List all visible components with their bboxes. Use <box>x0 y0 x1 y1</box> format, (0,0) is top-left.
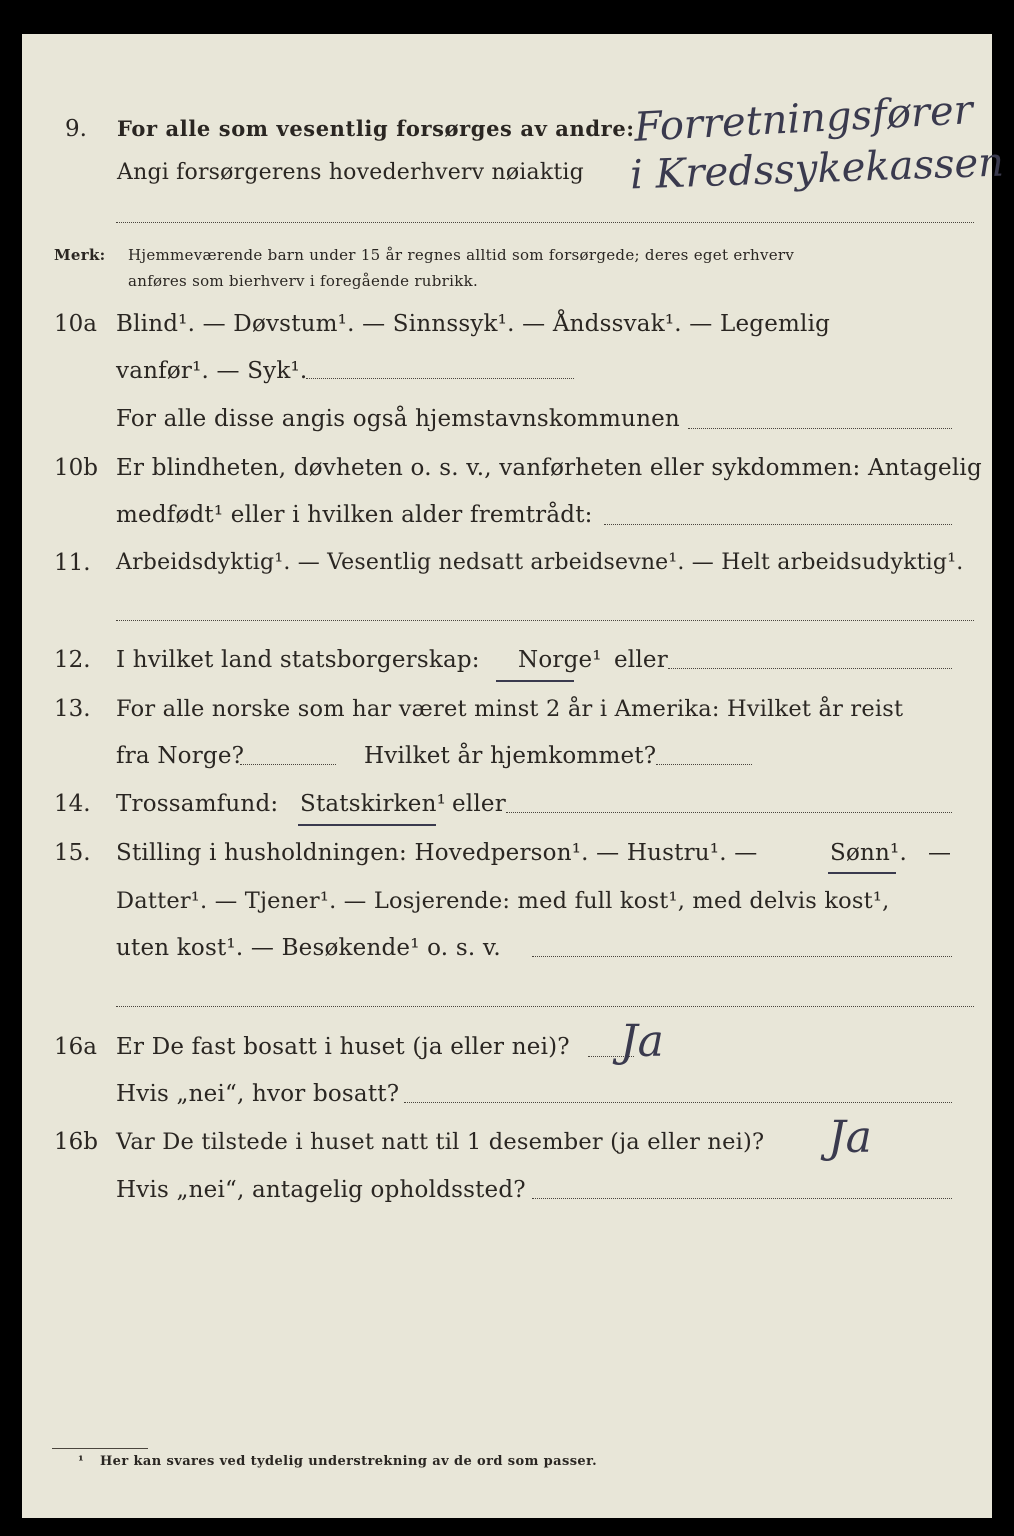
q15-blank[interactable] <box>532 956 952 957</box>
q15-sonn-underlined[interactable]: Sønn¹. <box>830 840 907 866</box>
q15-number: 15. <box>54 840 91 866</box>
q13-hjemkommet-blank[interactable] <box>656 764 752 765</box>
q12-handwritten-underline <box>496 680 574 682</box>
q16b-handwritten-answer[interactable]: Ja <box>828 1112 872 1163</box>
q15-line2: Datter¹. — Tjener¹. — Losjerende: med full kost¹, med delvis kost¹, <box>116 888 890 914</box>
q15-line1-pre: Stilling i husholdningen: Hovedperson¹. — Hustru¹. — <box>116 840 758 866</box>
merk-line2: anføres som bierhverv i foregående rubrikk. <box>128 272 479 290</box>
q9-number: 9. <box>65 116 87 142</box>
q10a-line1: Blind¹. — Døvstum¹. — Sinnssyk¹. — Åndssvak¹. — Legemlig <box>116 311 831 337</box>
q13-number: 13. <box>54 696 91 722</box>
q16a-line2: Hvis „nei“, hvor bosatt? <box>116 1081 400 1107</box>
q14-statskirken-underlined[interactable]: Statskirken¹ <box>300 791 447 817</box>
footnote-rule <box>52 1448 148 1449</box>
q9-line1: For alle som vesentlig forsørges av andre: <box>117 116 635 141</box>
q9-handwritten-answer2[interactable]: i Kredssykekassen <box>629 139 1005 199</box>
q9-blank-line <box>116 222 974 223</box>
footnote-text: Her kan svares ved tydelig understrekning av de ord som passer. <box>100 1454 598 1469</box>
q10b-number: 10b <box>54 455 98 481</box>
q16a-bosatt-blank[interactable] <box>404 1102 952 1103</box>
q16a-line1: Er De fast bosatt i huset (ja eller nei)? <box>116 1034 570 1060</box>
q14-handwritten-underline <box>298 824 436 826</box>
q15-handwritten-underline <box>828 872 896 874</box>
q12-line1-post: eller <box>614 647 668 673</box>
q11-line1: Arbeidsdyktig¹. — Vesentlig nedsatt arbeidsevne¹. — Helt arbeidsudyktig¹. <box>116 550 964 575</box>
q12-number: 12. <box>54 647 91 673</box>
q9-handwritten-answer1[interactable]: Forretningsfører <box>633 87 974 151</box>
q10b-line2: medfødt¹ eller i hvilken alder fremtrådt: <box>116 502 593 528</box>
q15-blank-line <box>116 1006 974 1007</box>
q16b-line1: Var De tilstede i huset natt til 1 desember (ja eller nei)? <box>116 1129 765 1155</box>
q16b-line2: Hvis „nei“, antagelig opholdssted? <box>116 1177 526 1203</box>
q14-post: eller <box>452 791 506 817</box>
q13-line2a: fra Norge? <box>116 743 245 769</box>
q13-line2b: Hvilket år hjemkommet? <box>364 743 657 769</box>
q16b-number: 16b <box>54 1129 98 1155</box>
q11-number: 11. <box>54 550 91 576</box>
q13-reist-blank[interactable] <box>240 764 336 765</box>
q10a-syk-blank[interactable] <box>306 378 574 379</box>
q10a-line2: vanfør¹. — Syk¹. <box>116 358 308 384</box>
q12-line1-pre: I hvilket land statsborgerskap: <box>116 647 480 673</box>
q12-norge-underlined[interactable]: Norge¹ <box>518 647 602 673</box>
q10b-blank[interactable] <box>604 524 952 525</box>
q15-line3: uten kost¹. — Besøkende¹ o. s. v. <box>116 935 501 961</box>
q10a-line3: For alle disse angis også hjemstavnskommunen <box>116 406 680 432</box>
footnote-marker: ¹ <box>78 1454 85 1469</box>
q16a-number: 16a <box>54 1034 97 1060</box>
q14-blank[interactable] <box>506 812 952 813</box>
q10b-line1: Er blindheten, døvheten o. s. v., vanførheten eller sykdommen: Antagelig <box>116 455 982 481</box>
q14-number: 14. <box>54 791 91 817</box>
merk-label: Merk: <box>54 246 106 264</box>
q13-line1: For alle norske som har været minst 2 år i Amerika: Hvilket år reist <box>116 696 904 722</box>
q9-line2: Angi forsørgerens hovederhverv nøiaktig <box>117 160 584 185</box>
q16b-opholdssted-blank[interactable] <box>532 1198 952 1199</box>
q11-blank-line <box>116 620 974 621</box>
q16a-handwritten-answer[interactable]: Ja <box>620 1016 664 1067</box>
census-form-page <box>22 34 1005 1518</box>
q10a-hjemstavn-blank[interactable] <box>688 428 952 429</box>
q10a-number: 10a <box>54 311 97 337</box>
merk-line1: Hjemmeværende barn under 15 år regnes alltid som forsørgede; deres eget erhverv <box>128 246 795 264</box>
q14-label: Trossamfund: <box>116 791 279 817</box>
q12-blank[interactable] <box>668 668 952 669</box>
q15-line1-post: — <box>928 840 952 866</box>
